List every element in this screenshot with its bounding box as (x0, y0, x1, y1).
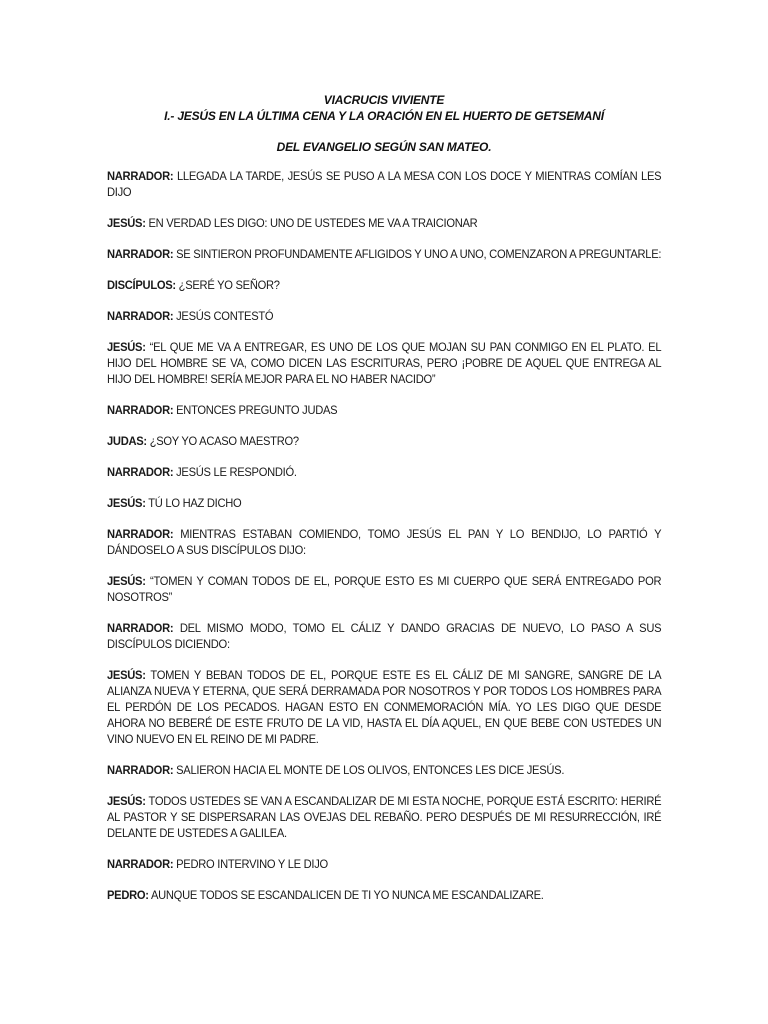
speaker-label: NARRADOR: (107, 857, 174, 871)
speaker-label: JESÚS: (107, 216, 146, 230)
speaker-label: JESÚS: (107, 794, 146, 808)
document-header (0, 92, 768, 155)
speaker-label: NARRADOR: (107, 527, 174, 541)
script-body (107, 168, 661, 918)
dialogue-paragraph (107, 277, 661, 293)
speaker-label: NARRADOR: (107, 763, 174, 777)
speaker-label: JUDAS: (107, 434, 147, 448)
dialogue-paragraph (107, 308, 661, 324)
dialogue-paragraph (107, 246, 661, 262)
dialogue-text: SALIERON HACIA EL MONTE DE LOS OLIVOS, ENTONCES LES DICE JESÚS. (173, 763, 565, 777)
dialogue-text: JESÚS LE RESPONDIÓ. (173, 465, 297, 479)
dialogue-text: TÚ LO HAZ DICHO (145, 496, 242, 510)
speaker-label: NARRADOR: (107, 403, 174, 417)
speaker-label: NARRADOR: (107, 621, 174, 635)
speaker-label: NARRADOR: (107, 309, 174, 323)
dialogue-text: ENTONCES PREGUNTO JUDAS (173, 403, 338, 417)
dialogue-text: TOMEN Y BEBAN TODOS DE EL, PORQUE ESTE ES EL CÁLIZ DE MI SANGRE, SANGRE DE LA ALIANZA NUEVA Y ETERNA, QUE SERÁ DERRAMADA POR NOSOTROS Y POR TODOS LOS HOMBRES PARA EL PERDÓN DE LOS PECADOS. HAGAN ESTO EN CONMEMORACIÓN MÍA. YO LES DIGO QUE DESDE AHORA NO BEBERÉ DE ESTE FRUTO DE LA VID, HASTA EL DÍA AQUEL, EN QUE BEBE CON USTEDES UN VINO NUEVO EN EL REINO DE MI PADRE. (107, 668, 662, 746)
speaker-label: JESÚS: (107, 668, 146, 682)
gospel-heading: DEL EVANGELIO SEGÚN SAN MATEO. (276, 140, 492, 154)
dialogue-paragraph (107, 526, 661, 558)
speaker-label: JESÚS: (107, 340, 146, 354)
dialogue-paragraph (107, 793, 661, 841)
dialogue-paragraph (107, 495, 661, 511)
speaker-label: JESÚS: (107, 496, 146, 510)
speaker-label: PEDRO: (107, 888, 149, 902)
document-title: VIACRUCIS VIVIENTE (323, 93, 445, 107)
dialogue-text: DEL MISMO MODO, TOMO EL CÁLIZ Y DANDO GRACIAS DE NUEVO, LO PASO A SUS DISCÍPULOS DICIENDO: (107, 621, 662, 651)
speaker-label: DISCÍPULOS: (107, 278, 176, 292)
dialogue-paragraph (107, 464, 661, 480)
dialogue-paragraph (107, 402, 661, 418)
speaker-label: NARRADOR: (107, 247, 174, 261)
speaker-label: JESÚS: (107, 574, 146, 588)
dialogue-paragraph (107, 856, 661, 872)
dialogue-text: TODOS USTEDES SE VAN A ESCANDALIZAR DE MI ESTA NOCHE, PORQUE ESTÁ ESCRITO: HERIRÉ AL PASTOR Y SE DISPERSARAN LAS OVEJAS DEL REBAÑO. PERO DESPUÉS DE MI RESURRECCIÓN, IRÉ DELANTE DE USTEDES A GALILEA. (107, 794, 662, 840)
dialogue-paragraph (107, 339, 661, 387)
dialogue-paragraph (107, 620, 661, 652)
dialogue-paragraph (107, 762, 661, 778)
dialogue-text: SE SINTIERON PROFUNDAMENTE AFLIGIDOS Y UNO A UNO, COMENZARON A PREGUNTARLE: (173, 247, 662, 261)
dialogue-paragraph (107, 433, 661, 449)
dialogue-paragraph (107, 573, 661, 605)
speaker-label: NARRADOR: (107, 465, 174, 479)
dialogue-text: JESÚS CONTESTÓ (173, 309, 274, 323)
dialogue-paragraph (107, 168, 661, 200)
dialogue-text: EN VERDAD LES DIGO: UNO DE USTEDES ME VA A TRAICIONAR (145, 216, 478, 230)
dialogue-paragraph (107, 887, 661, 903)
speaker-label: NARRADOR: (107, 169, 174, 183)
dialogue-text: ¿SERÉ YO SEÑOR? (175, 278, 280, 292)
dialogue-text: “EL QUE ME VA A ENTREGAR, ES UNO DE LOS QUE MOJAN SU PAN CONMIGO EN EL PLATO. EL HIJO DEL HOMBRE SE VA, COMO DICEN LAS ESCRITURAS, PERO ¡POBRE DE AQUEL QUE ENTREGA AL HIJO DEL HOMBRE! SERÍA MEJOR PARA EL NO HABER NACIDO” (107, 340, 662, 386)
document-subtitle: I.- JESÚS EN LA ÚLTIMA CENA Y LA ORACIÓN EN EL HUERTO DE GETSEMANÍ (164, 109, 604, 123)
dialogue-text: AUNQUE TODOS SE ESCANDALICEN DE TI YO NUNCA ME ESCANDALIZARE. (148, 888, 544, 902)
dialogue-text: PEDRO INTERVINO Y LE DIJO (173, 857, 328, 871)
dialogue-paragraph (107, 215, 661, 231)
dialogue-text: MIENTRAS ESTABAN COMIENDO, TOMO JESÚS EL PAN Y LO BENDIJO, LO PARTIÓ Y DÁNDOSELO A SUS DISCÍPULOS DIJO: (107, 527, 662, 557)
dialogue-text: LLEGADA LA TARDE, JESÚS SE PUSO A LA MESA CON LOS DOCE Y MIENTRAS COMÍAN LES DIJO (107, 169, 662, 199)
dialogue-paragraph (107, 667, 661, 747)
dialogue-text: “TOMEN Y COMAN TODOS DE EL, PORQUE ESTO ES MI CUERPO QUE SERÁ ENTREGADO POR NOSOTROS” (107, 574, 662, 604)
dialogue-text: ¿SOY YO ACASO MAESTRO? (146, 434, 299, 448)
